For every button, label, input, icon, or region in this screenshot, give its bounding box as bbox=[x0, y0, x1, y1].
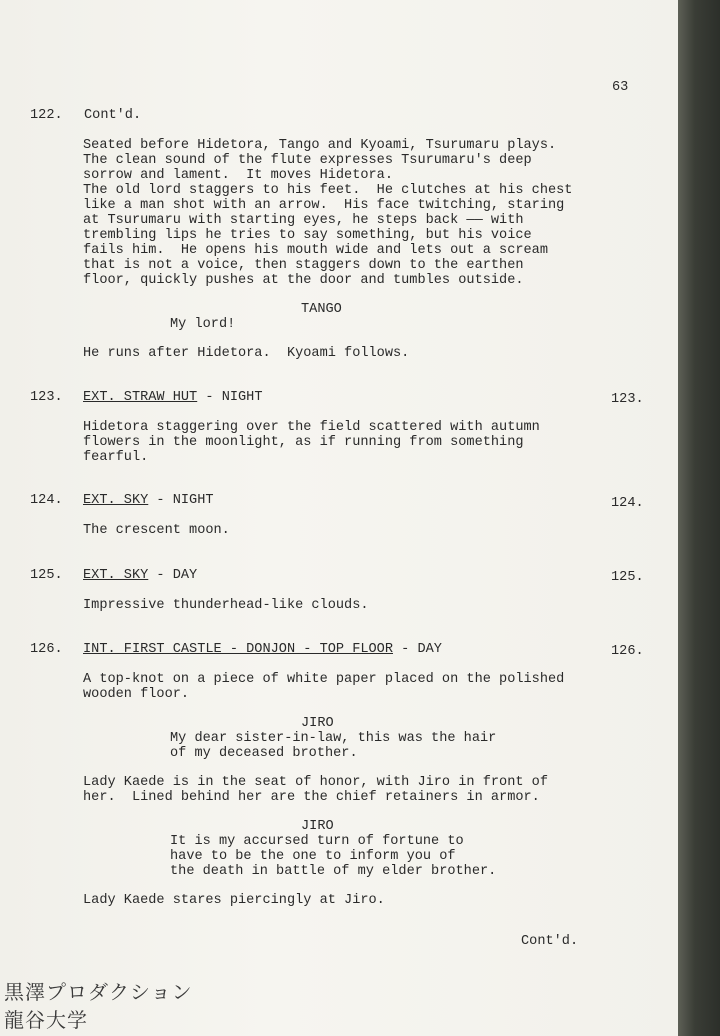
scene-126-heading bbox=[83, 642, 442, 657]
scene-122-contd: Cont'd. bbox=[84, 108, 142, 123]
scene-126-action bbox=[83, 672, 564, 702]
action-line: The old lord staggers to his feet. He clutches at his chest bbox=[83, 183, 573, 198]
footer-contd: Cont'd. bbox=[521, 934, 579, 949]
character-name: JIRO bbox=[301, 716, 334, 731]
action-line: Impressive thunderhead-like clouds. bbox=[83, 598, 369, 613]
scene-heading-time: - NIGHT bbox=[148, 493, 214, 508]
action-line: The clean sound of the flute expresses Tsurumaru's deep bbox=[83, 153, 532, 168]
scene-heading-time: - DAY bbox=[148, 568, 198, 583]
dialogue-line: have to be the one to inform you of bbox=[170, 849, 456, 864]
scene-125-heading bbox=[83, 568, 197, 583]
character-name: JIRO bbox=[301, 819, 334, 834]
action-line: The crescent moon. bbox=[83, 523, 230, 538]
action-line: floor, quickly pushes at the door and tumbles outside. bbox=[83, 273, 524, 288]
dialogue-line: It is my accursed turn of fortune to bbox=[170, 834, 464, 849]
scene-heading-location: EXT. STRAW HUT bbox=[83, 390, 198, 405]
scene-124-number-right: 124. bbox=[611, 496, 644, 511]
archive-stamp-line1: 黒澤プロダクション bbox=[4, 980, 193, 1004]
scene-heading-time: - NIGHT bbox=[197, 390, 263, 405]
scene-heading-location: EXT. SKY bbox=[83, 493, 149, 508]
action-line: wooden floor. bbox=[83, 687, 190, 702]
scene-123-number: 123. bbox=[30, 390, 63, 405]
archive-stamp-line2: 龍谷大学 bbox=[4, 1008, 88, 1032]
scene-heading-location: INT. FIRST CASTLE - DONJON - TOP FLOOR bbox=[83, 642, 393, 657]
action-line: that is not a voice, then staggers down to the earthen bbox=[83, 258, 524, 273]
scene-123-heading bbox=[83, 390, 262, 405]
action-line: trembling lips he tries to say something, but his voice bbox=[83, 228, 532, 243]
scene-123-action bbox=[83, 420, 540, 465]
scene-123-number-right: 123. bbox=[611, 392, 644, 407]
dialogue-line: the death in battle of my elder brother. bbox=[170, 864, 497, 879]
action-line: He runs after Hidetora. Kyoami follows. bbox=[83, 346, 410, 361]
action-line: at Tsurumaru with starting eyes, he steps back —— with bbox=[83, 213, 524, 228]
page-edge-shadow bbox=[678, 0, 720, 1036]
character-name: TANGO bbox=[301, 302, 342, 317]
scene-126-number: 126. bbox=[30, 642, 63, 657]
scene-122-action bbox=[83, 138, 572, 288]
action-line: sorrow and lament. It moves Hidetora. bbox=[83, 168, 393, 183]
dialogue-line: My dear sister-in-law, this was the hair bbox=[170, 731, 497, 746]
action-line: fails him. He opens his mouth wide and lets out a scream bbox=[83, 243, 548, 258]
dialogue-line: My lord! bbox=[170, 317, 236, 332]
scene-125-number: 125. bbox=[30, 568, 63, 583]
scene-124-heading bbox=[83, 493, 214, 508]
action-line: her. Lined behind her are the chief retainers in armor. bbox=[83, 790, 540, 805]
dialogue-block bbox=[170, 731, 496, 761]
dialogue-block bbox=[170, 834, 496, 879]
action-line: Seated before Hidetora, Tango and Kyoami, Tsurumaru plays. bbox=[83, 138, 557, 153]
dialogue-line: of my deceased brother. bbox=[170, 746, 358, 761]
scene-heading-location: EXT. SKY bbox=[83, 568, 149, 583]
page-number: 63 bbox=[612, 80, 629, 95]
action-line: like a man shot with an arrow. His face twitching, staring bbox=[83, 198, 565, 213]
action-line: Hidetora staggering over the field scattered with autumn bbox=[83, 420, 540, 435]
action-line: A top-knot on a piece of white paper placed on the polished bbox=[83, 672, 565, 687]
action-line: fearful. bbox=[83, 450, 149, 465]
scene-125-number-right: 125. bbox=[611, 570, 644, 585]
scene-122-number: 122. bbox=[30, 108, 63, 123]
scene-heading-time: - DAY bbox=[393, 642, 442, 657]
scene-126-action-2 bbox=[83, 775, 548, 805]
action-line: flowers in the moonlight, as if running from something bbox=[83, 435, 524, 450]
action-line: Lady Kaede is in the seat of honor, with Jiro in front of bbox=[83, 775, 548, 790]
scene-124-number: 124. bbox=[30, 493, 63, 508]
scene-126-number-right: 126. bbox=[611, 644, 644, 659]
action-line: Lady Kaede stares piercingly at Jiro. bbox=[83, 893, 385, 908]
